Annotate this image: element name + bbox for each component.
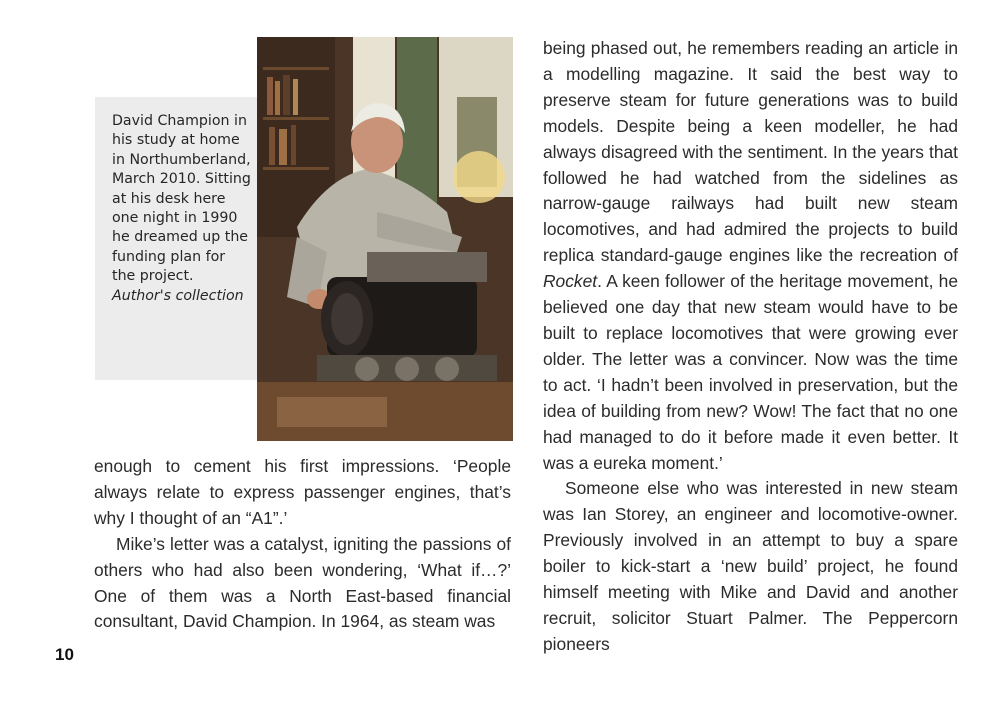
page-number: 10 (55, 645, 74, 664)
right-paragraph-1-text-b: . A keen follower of the heritage movement, he believed one day that new steam would have to be built to replace locomotives that were growing ever older. The letter was a convincer. Now was the time to act. ‘I hadn’t been involved in preservation, but the idea of building from new? Wow! The fact that no one had managed to do it before made it even better. It was a eureka moment.’ (543, 271, 958, 473)
left-paragraph-2: Mike’s letter was a catalyst, igniting the passions of others who had also been wondering, ‘What if…?’ One of them was a North East-based financial consultant, David Champion. In 1964, as steam was (94, 533, 511, 632)
photo-illustration (257, 37, 513, 441)
photo-caption (112, 112, 252, 306)
photo-david-champion (257, 37, 513, 441)
rocket-title: Rocket (543, 271, 598, 292)
left-column (94, 454, 511, 635)
right-paragraph-2: Someone else who was interested in new steam was Ian Storey, an engineer and locomotive-owner. Previously involved in an attempt to buy a spare boiler to kick-start a ‘new build’ project, he found himself meeting with Mike and David and another recruit, solicitor Stuart Palmer. The Peppercorn pioneers (543, 478, 958, 654)
caption-credit: Author's collection (112, 287, 244, 304)
caption-text: David Champion in his study at home in Northumberland, March 2010. Sitting at his desk here one night in 1990 he dreamed up the funding plan for the project. (112, 113, 251, 285)
right-column (543, 36, 958, 658)
right-paragraph-1-text-a: being phased out, he remembers reading an article in a modelling magazine. It said the best way to preserve steam for future generations was to build models. Despite being a keen modeller, he had always disagreed with the sentiment. In the years that followed he had watched from the sidelines as narrow-gauge railways had built new steam locomotives, and had admired the projects to build replica standard-gauge engines like the recreation of (543, 38, 958, 266)
left-paragraph-1: enough to cement his first impressions. ‘People always relate to express passenger engines, that’s why I thought of an “A1”.’ (94, 456, 511, 528)
right-paragraph-1 (543, 36, 958, 476)
